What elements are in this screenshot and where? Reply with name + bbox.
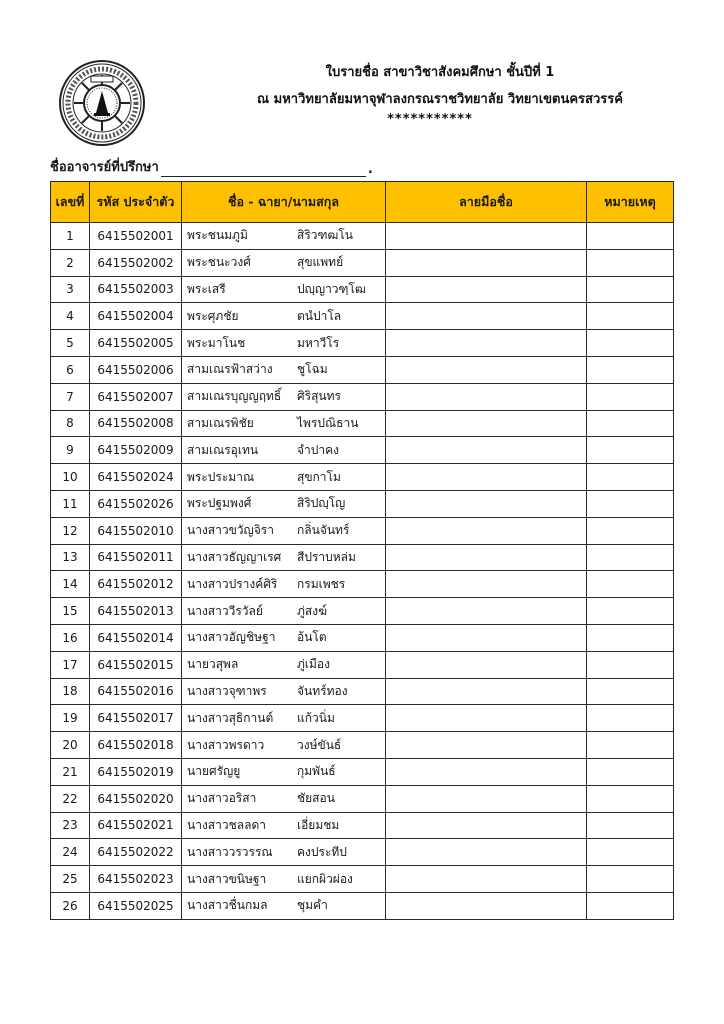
student-first-name: พระศุภชัย	[187, 308, 239, 323]
student-first-name: พระปฐมพงศ์	[187, 496, 252, 511]
remark-cell[interactable]	[587, 866, 674, 893]
remark-cell[interactable]	[587, 437, 674, 464]
remark-cell[interactable]	[587, 571, 674, 598]
row-number: 1	[51, 223, 90, 250]
student-id: 6415502007	[90, 383, 182, 410]
student-last-name: ชัยสอน	[297, 791, 335, 806]
table-row	[51, 705, 674, 732]
signature-cell[interactable]	[386, 892, 587, 919]
student-first-name: นางสาววีรวัลย์	[187, 603, 263, 618]
student-id: 6415502003	[90, 276, 182, 303]
student-id: 6415502004	[90, 303, 182, 330]
remark-cell[interactable]	[587, 276, 674, 303]
row-number: 24	[51, 839, 90, 866]
student-last-name: มหาวีโร	[297, 335, 340, 350]
student-first-name: พระมาโนช	[187, 335, 246, 350]
student-id: 6415502020	[90, 785, 182, 812]
table-row	[51, 892, 674, 919]
student-last-name: สุขกาโม	[297, 469, 341, 484]
university-seal-icon	[58, 59, 146, 147]
signature-cell[interactable]	[386, 356, 587, 383]
student-id: 6415502025	[90, 892, 182, 919]
student-last-name: ชุมคำ	[297, 898, 328, 913]
student-name	[182, 785, 386, 812]
row-number: 26	[51, 892, 90, 919]
student-last-name: แก้วนิ่ม	[297, 710, 335, 725]
remark-cell[interactable]	[587, 785, 674, 812]
student-first-name: นางสาวธัญญาเรศ	[187, 549, 282, 564]
student-first-name: สามเณรบุญญฤทธิ์	[187, 389, 282, 404]
student-first-name: นางสาววรวรรณ	[187, 844, 273, 859]
row-number: 7	[51, 383, 90, 410]
remark-cell[interactable]	[587, 812, 674, 839]
student-name	[182, 330, 386, 357]
table-row	[51, 249, 674, 276]
student-name	[182, 624, 386, 651]
table-row	[51, 785, 674, 812]
signature-cell[interactable]	[386, 330, 587, 357]
signature-cell[interactable]	[386, 598, 587, 625]
column-header-remark: หมายเหตุ	[587, 182, 674, 223]
table-row	[51, 678, 674, 705]
signature-cell[interactable]	[386, 303, 587, 330]
signature-cell[interactable]	[386, 705, 587, 732]
table-header-row	[51, 182, 674, 223]
row-number: 11	[51, 490, 90, 517]
student-id: 6415502018	[90, 732, 182, 759]
column-header-signature: ลายมือชื่อ	[386, 182, 587, 223]
row-number: 2	[51, 249, 90, 276]
student-last-name: ศิริสุนทร	[297, 389, 341, 404]
row-number: 16	[51, 624, 90, 651]
remark-cell[interactable]	[587, 249, 674, 276]
university-name: ณ มหาวิทยาลัยมหาจุฬาลงกรณราชวิทยาลัย วิทยาเขตนครสวรรค์	[257, 92, 623, 107]
student-id: 6415502002	[90, 249, 182, 276]
row-number: 3	[51, 276, 90, 303]
table-row	[51, 437, 674, 464]
row-number: 23	[51, 812, 90, 839]
remark-cell[interactable]	[587, 651, 674, 678]
student-first-name: นางสาวอัญชิษฐา	[187, 630, 276, 645]
student-name	[182, 651, 386, 678]
student-name	[182, 437, 386, 464]
column-header-student-id: รหัส ประจำตัว	[90, 182, 182, 223]
student-first-name: นายศรัญยู	[187, 764, 241, 779]
remark-cell[interactable]	[587, 892, 674, 919]
student-last-name: สีปราบหล่ม	[297, 549, 356, 564]
student-first-name: นางสาวขวัญจิรา	[187, 523, 274, 538]
student-id: 6415502005	[90, 330, 182, 357]
signature-cell[interactable]	[386, 437, 587, 464]
signature-cell[interactable]	[386, 651, 587, 678]
student-last-name: คงประทีป	[297, 844, 347, 859]
signature-cell[interactable]	[386, 249, 587, 276]
student-name	[182, 705, 386, 732]
student-id: 6415502012	[90, 571, 182, 598]
student-first-name: สามเณรพิชัย	[187, 415, 254, 430]
remark-cell[interactable]	[587, 678, 674, 705]
student-id: 6415502006	[90, 356, 182, 383]
student-last-name: วงษ์ขันธ์	[297, 737, 342, 752]
remark-cell[interactable]	[587, 517, 674, 544]
remark-cell[interactable]	[587, 490, 674, 517]
table-row	[51, 812, 674, 839]
signature-cell[interactable]	[386, 383, 587, 410]
student-name	[182, 249, 386, 276]
table-row	[51, 410, 674, 437]
student-last-name: ภู่เมือง	[297, 657, 330, 672]
student-id: 6415502001	[90, 223, 182, 250]
remark-cell[interactable]	[587, 758, 674, 785]
student-name	[182, 866, 386, 893]
student-first-name: นางสาวขนิษฐา	[187, 871, 267, 886]
signature-cell[interactable]	[386, 732, 587, 759]
student-id: 6415502008	[90, 410, 182, 437]
table-row	[51, 276, 674, 303]
table-row	[51, 383, 674, 410]
remark-cell[interactable]	[587, 223, 674, 250]
table-row	[51, 544, 674, 571]
student-last-name: แยกผิวผ่อง	[297, 871, 353, 886]
student-last-name: ไพรปณิธาน	[297, 415, 359, 430]
remark-cell[interactable]	[587, 410, 674, 437]
student-first-name: นายวสุพล	[187, 657, 239, 672]
signature-cell[interactable]	[386, 276, 587, 303]
table-body	[51, 223, 674, 920]
signature-cell[interactable]	[386, 866, 587, 893]
student-name	[182, 517, 386, 544]
student-id: 6415502022	[90, 839, 182, 866]
student-name	[182, 464, 386, 491]
student-first-name: นางสาวสุธิกานต์	[187, 710, 274, 725]
student-name	[182, 598, 386, 625]
student-last-name: จันทร์ทอง	[297, 683, 348, 698]
signature-cell[interactable]	[386, 839, 587, 866]
title-divider: ***********	[387, 112, 473, 127]
row-number: 5	[51, 330, 90, 357]
row-number: 20	[51, 732, 90, 759]
row-number: 10	[51, 464, 90, 491]
student-name	[182, 571, 386, 598]
student-first-name: สามเณรอุเทน	[187, 442, 259, 457]
table-row	[51, 624, 674, 651]
remark-cell[interactable]	[587, 839, 674, 866]
row-number: 18	[51, 678, 90, 705]
student-name	[182, 223, 386, 250]
student-last-name: ชูโฉม	[297, 362, 328, 377]
row-number: 6	[51, 356, 90, 383]
table-row	[51, 330, 674, 357]
signature-cell[interactable]	[386, 785, 587, 812]
student-first-name: นางสาวปรางค์ศิริ	[187, 576, 278, 591]
student-first-name: พระชนมภูมิ	[187, 228, 248, 243]
remark-cell[interactable]	[587, 624, 674, 651]
remark-cell[interactable]	[587, 598, 674, 625]
signature-cell[interactable]	[386, 812, 587, 839]
column-header-name: ชื่อ - ฉายา/นามสกุล	[182, 182, 386, 223]
row-number: 21	[51, 758, 90, 785]
student-last-name: ภู่สงฆ์	[297, 603, 327, 618]
student-last-name: กุมพันธ์	[297, 764, 336, 779]
signature-cell[interactable]	[386, 464, 587, 491]
student-first-name: นางสาวพรดาว	[187, 737, 265, 752]
advisor-name-blank[interactable]	[161, 161, 366, 177]
student-id: 6415502014	[90, 624, 182, 651]
row-number: 15	[51, 598, 90, 625]
student-name	[182, 839, 386, 866]
row-number: 14	[51, 571, 90, 598]
student-first-name: นางสาวชื่นกมล	[187, 898, 268, 913]
student-name	[182, 758, 386, 785]
student-id: 6415502019	[90, 758, 182, 785]
table-row	[51, 356, 674, 383]
student-last-name: อ้นโต	[297, 630, 327, 645]
row-number: 8	[51, 410, 90, 437]
remark-cell[interactable]	[587, 732, 674, 759]
advisor-label: ชื่ออาจารย์ที่ปรึกษา	[50, 160, 159, 175]
column-header-number: เลขที่	[51, 182, 90, 223]
student-id: 6415502010	[90, 517, 182, 544]
student-name	[182, 678, 386, 705]
student-id: 6415502016	[90, 678, 182, 705]
student-roster-table	[50, 181, 674, 920]
student-first-name: พระชนะวงศ์	[187, 255, 251, 270]
remark-cell[interactable]	[587, 356, 674, 383]
student-first-name: นางสาวจุฑาพร	[187, 683, 267, 698]
student-id: 6415502017	[90, 705, 182, 732]
student-id: 6415502021	[90, 812, 182, 839]
student-last-name: กรมเพชร	[297, 576, 346, 591]
student-name	[182, 812, 386, 839]
row-number: 4	[51, 303, 90, 330]
table-row	[51, 651, 674, 678]
remark-cell[interactable]	[587, 303, 674, 330]
table-row	[51, 732, 674, 759]
table-row	[51, 303, 674, 330]
student-first-name: พระประมาณ	[187, 469, 255, 484]
student-id: 6415502024	[90, 464, 182, 491]
table-row	[51, 223, 674, 250]
student-id: 6415502023	[90, 866, 182, 893]
student-name	[182, 732, 386, 759]
table-row	[51, 464, 674, 491]
student-name	[182, 490, 386, 517]
student-last-name: ตนํปาโล	[297, 308, 342, 323]
row-number: 9	[51, 437, 90, 464]
signature-cell[interactable]	[386, 678, 587, 705]
signature-cell[interactable]	[386, 758, 587, 785]
student-id: 6415502026	[90, 490, 182, 517]
remark-cell[interactable]	[587, 464, 674, 491]
remark-cell[interactable]	[587, 330, 674, 357]
student-id: 6415502009	[90, 437, 182, 464]
student-first-name: นางสาวชลลดา	[187, 817, 266, 832]
student-first-name: นางสาวอริสา	[187, 791, 257, 806]
table-row	[51, 490, 674, 517]
student-last-name: สิริปญฺโญ	[297, 496, 346, 511]
row-number: 17	[51, 651, 90, 678]
student-name	[182, 544, 386, 571]
student-name	[182, 276, 386, 303]
student-last-name: สิริวฑฒโน	[297, 228, 353, 243]
signature-cell[interactable]	[386, 410, 587, 437]
student-id: 6415502011	[90, 544, 182, 571]
student-name	[182, 303, 386, 330]
document-title: ใบรายชื่อ สาขาวิชาสังคมศึกษา ชั้นปีที่ 1	[325, 65, 555, 80]
student-last-name: สุขแพทย์	[297, 255, 344, 270]
student-first-name: พระเสรี	[187, 281, 226, 296]
student-last-name: เอี่ยมชม	[297, 817, 340, 832]
signature-cell[interactable]	[386, 223, 587, 250]
student-id: 6415502015	[90, 651, 182, 678]
row-number: 19	[51, 705, 90, 732]
student-first-name: สามเณรฟ้าสว่าง	[187, 362, 273, 377]
row-number: 13	[51, 544, 90, 571]
row-number: 22	[51, 785, 90, 812]
student-id: 6415502013	[90, 598, 182, 625]
advisor-field	[50, 156, 373, 177]
student-last-name: กลิ่นจันทร์	[297, 523, 350, 538]
row-number: 12	[51, 517, 90, 544]
row-number: 25	[51, 866, 90, 893]
student-name	[182, 356, 386, 383]
student-last-name: ปญฺญาวฑฺโฒ	[297, 281, 366, 296]
signature-cell[interactable]	[386, 490, 587, 517]
signature-cell[interactable]	[386, 517, 587, 544]
table-row	[51, 839, 674, 866]
student-name	[182, 892, 386, 919]
student-last-name: จำปาคง	[297, 442, 340, 457]
advisor-end-dot: .	[367, 162, 373, 177]
remark-cell[interactable]	[587, 383, 674, 410]
student-name	[182, 383, 386, 410]
remark-cell[interactable]	[587, 705, 674, 732]
table-row	[51, 758, 674, 785]
signature-cell[interactable]	[386, 624, 587, 651]
student-name	[182, 410, 386, 437]
table-row	[51, 571, 674, 598]
table-row	[51, 866, 674, 893]
signature-cell[interactable]	[386, 544, 587, 571]
table-row	[51, 517, 674, 544]
remark-cell[interactable]	[587, 544, 674, 571]
signature-cell[interactable]	[386, 571, 587, 598]
table-row	[51, 598, 674, 625]
